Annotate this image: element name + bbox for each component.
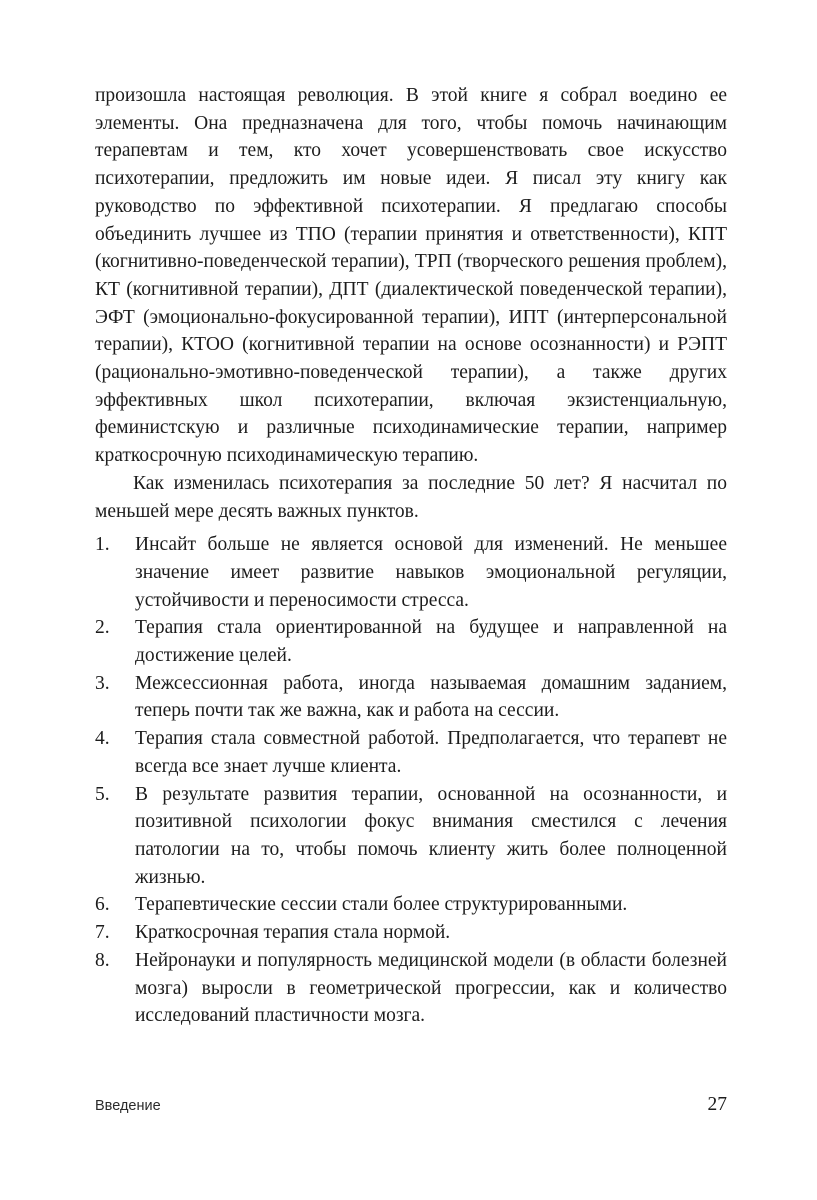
list-item-text: Нейронауки и популярность медицинской модели (в области болезней мозга) выросли в геометрической прогрессии, как и количество исследований пластичности мозга. [135, 949, 727, 1027]
list-item-text: Инсайт больше не является основой для изменений. Не меньшее значение имеет развитие навыков эмоциональной регуляции, устойчивости и переносимости стресса. [135, 534, 727, 611]
list-item [95, 725, 727, 780]
list-item-number: 8. [95, 949, 110, 971]
list-item-text: Краткосрочная терапия стала нормой. [135, 922, 451, 944]
list-item-number: 1. [95, 534, 110, 556]
paragraph-intro-list: Как изменилась психотерапия за последние 50 лет? Я насчитал по меньшей мере десять важных пунктов. [95, 472, 727, 522]
list-item [95, 614, 727, 669]
list-item-number: 2. [95, 617, 110, 639]
list-item [95, 781, 727, 892]
text-block [95, 82, 727, 1030]
list-item-number: 7. [95, 922, 110, 944]
numbered-list [95, 531, 727, 1030]
list-item [95, 670, 727, 725]
list-item-text: В результате развития терапии, основанной на осознанности, и позитивной психологии фокус внимания сместился с лечения патологии на то, чтобы помочь клиенту жить более полноценной жизнью. [135, 783, 727, 888]
list-item [95, 919, 727, 947]
list-item-text: Межсессионная работа, иногда называемая домашним заданием, теперь почти так же важна, как и работа на сессии. [135, 672, 727, 722]
list-item-number: 4. [95, 728, 110, 750]
paragraph-continuation: произошла настоящая революция. В этой книге я собрал воедино ее элементы. Она предназначена для того, чтобы помочь начинающим терапевтам и тем, кто хочет усовершенствовать свое искусство психотерапии, предложить им новые идеи. Я писал эту книгу как руководство по эффективной психотерапии. Я предлагаю способы объединить лучшее из ТПО (терапии принятия и ответственности), КПТ (когнитивно-поведенческой терапии), ТРП (творческого решения проблем), КТ (когнитивной терапии), ДПТ (диалектической поведенческой терапии), ЭФТ (эмоционально-фокусированной терапии), ИПТ (интерперсональной терапии), КТОО (когнитивной терапии на основе осознанности) и РЭПТ (рационально-эмотивно-поведенческой терапии), а также других эффективных школ психотерапии, включая экзистенциальную, феминистскую и различные психодинамические терапии, например краткосрочную психодинамическую терапию. [95, 85, 727, 467]
page-number: 27 [707, 1094, 727, 1115]
list-item-text: Терапевтические сессии стали более структурированными. [135, 894, 628, 916]
list-item-number: 6. [95, 894, 110, 916]
list-item [95, 891, 727, 919]
footer-chapter-label: Введение [95, 1098, 161, 1114]
list-item [95, 531, 727, 614]
list-item-number: 3. [95, 672, 110, 694]
list-item-number: 5. [95, 783, 110, 805]
list-item-text: Терапия стала совместной работой. Предполагается, что терапевт не всегда все знает лучше клиента. [135, 728, 727, 777]
list-item [95, 947, 727, 1030]
page-footer [95, 1094, 727, 1116]
list-item-text: Терапия стала ориентированной на будущее и направленной на достижение целей. [135, 617, 727, 667]
